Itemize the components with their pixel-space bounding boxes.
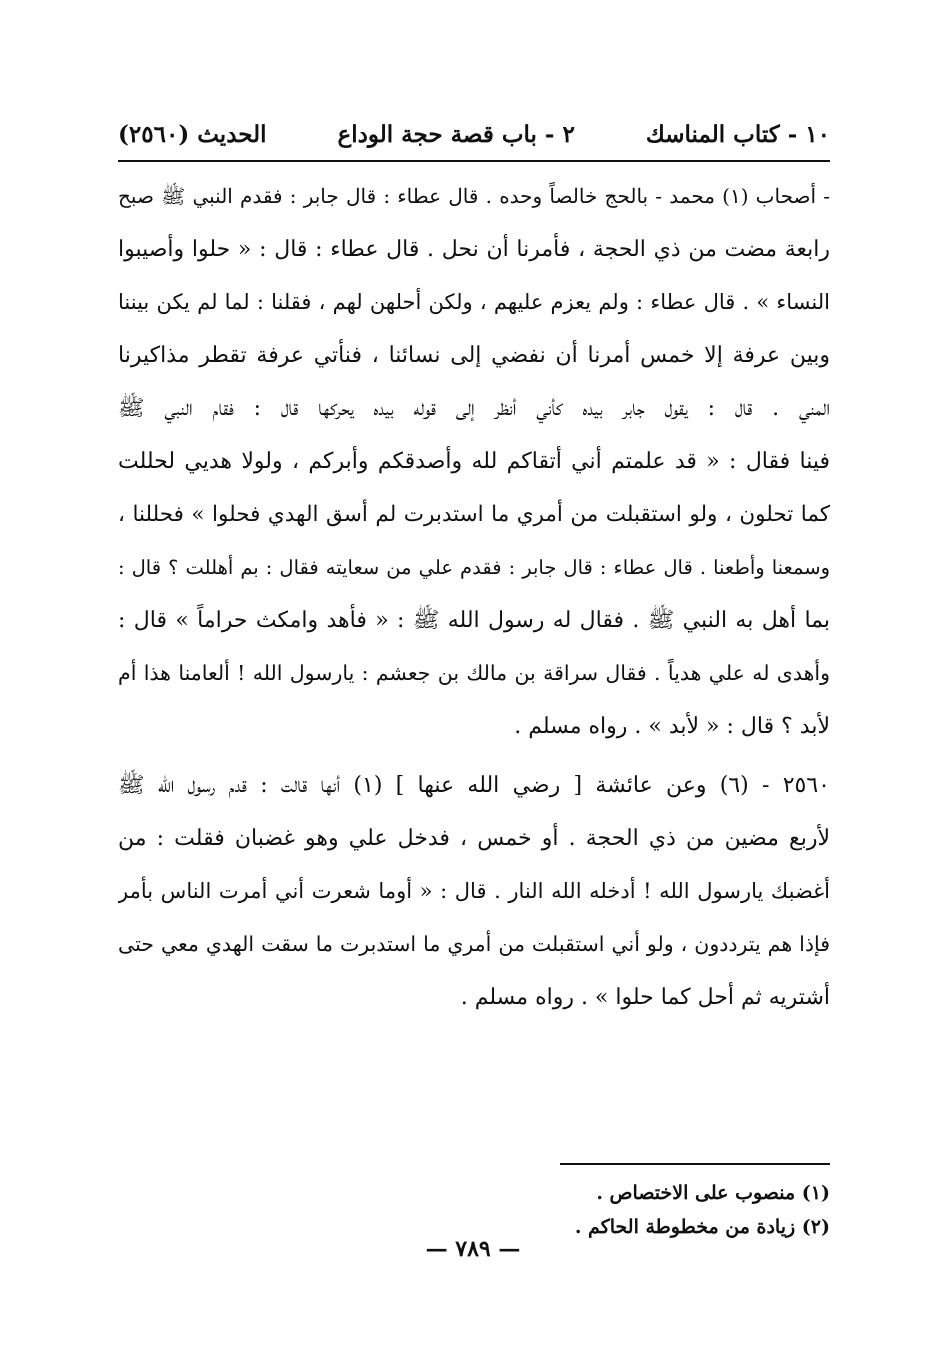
- hadith-number: الحديث (٢٥٦٠): [118, 120, 267, 148]
- book-title: ١٠ - كتاب المناسك: [645, 120, 830, 148]
- text-line: فينا فقال : « قد علمتم أني أتقاكم لله وأصدقكم وأبركم ، ولولا هديي لحللت: [118, 449, 830, 474]
- text-line: - أصحاب (١) محمد - بالحج خالصاً وحده . قال عطاء : قال جابر : فقدم النبي ﷺ صبح: [118, 184, 830, 208]
- page-number: — ٧٨٩ —: [425, 1236, 521, 1262]
- text-line: أغضبك يارسول الله ! أدخله الله النار . قال : « أوما شعرت أني أمرت الناس بأمر: [118, 879, 830, 903]
- footnotes: [380, 1176, 830, 1244]
- text-line: رابعة مضت من ذي الحجة ، فأمرنا أن نحل . قال عطاء : قال : « حلوا وأصيبوا: [118, 237, 830, 262]
- text-line: فإذا هم يترددون ، ولو أني استقبلت من أمري ما استدبرت ما سقت الهدي معي حتى: [118, 932, 830, 956]
- text-line: لأبد ؟ قال : « لأبد » . رواه مسلم .: [514, 714, 830, 739]
- text-line: كما تحلون ، ولو استقبلت من أمري ما استدبرت لم أسق الهدي فحلوا » فحللنا ،: [118, 502, 830, 527]
- text-line: لأربع مضين من ذي الحجة . أو خمس ، فدخل علي وهو غضبان فقلت : من: [118, 826, 830, 851]
- text-line: وأهدى له علي هدياً . فقال سراقة بن مالك بن جعشم : يارسول الله ! ألعامنا هذا أم: [118, 661, 830, 685]
- text-line: وبين عرفة إلا خمس أمرنا أن نفضي إلى نسائنا ، فنأتي عرفة تقطر مذاكيرنا: [118, 343, 830, 368]
- header-rule: [118, 160, 830, 162]
- text-line: وسمعنا وأطعنا . قال عطاء : قال جابر : فقدم علي من سعايته فقال : بم أهللت ؟ قال :: [118, 556, 830, 579]
- footnote-rule: [560, 1163, 830, 1165]
- chapter-title: ٢ - باب قصة حجة الوداع: [337, 120, 575, 148]
- hadith-start-line: ٢٥٦٠ - (٦) وعن عائشة [ رضي الله عنها ] (١) أنها قالت : قدم رسول الله ﷺ: [118, 773, 830, 798]
- text-line: النساء » . قال عطاء : ولم يعزم عليهم ، ولكن أحلهن لهم ، فقلنا : لما لم يكن بيننا: [118, 290, 830, 314]
- footnote: (٢) زيادة من مخطوطة الحاكم .: [574, 1216, 830, 1238]
- footnote: (١) منصوب على الاختصاص .: [596, 1182, 830, 1204]
- text-line: بما أهل به النبي ﷺ . فقال له رسول الله ﷺ : « فأهد وامكث حراماً » قال :: [118, 608, 830, 633]
- running-header: [118, 112, 830, 156]
- text-line: المني . قال : يقول جابر بيده كأني أنظر إلى قوله بيده يحركها قال : فقام النبي ﷺ: [118, 396, 830, 421]
- text-line: أشتريه ثم أحل كما حلوا » . رواه مسلم .: [460, 985, 830, 1010]
- main-text: [118, 170, 830, 1024]
